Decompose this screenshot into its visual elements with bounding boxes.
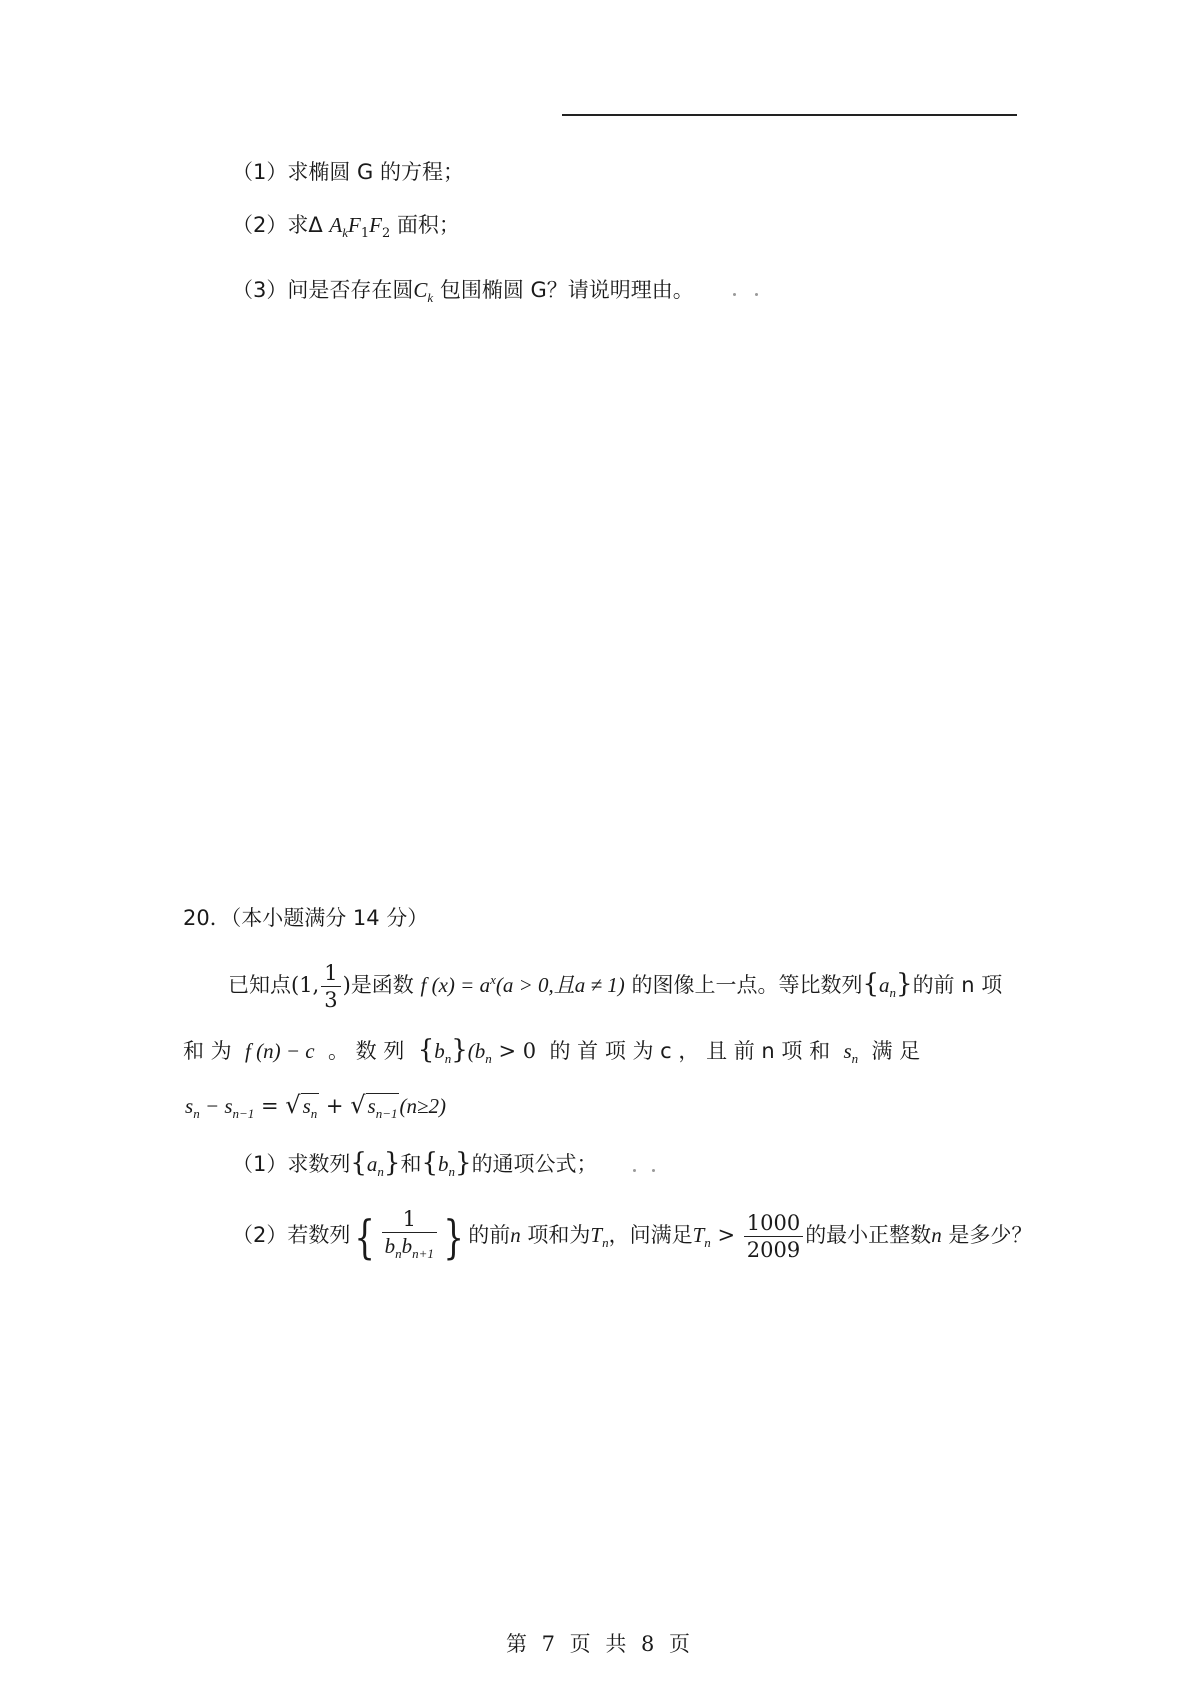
q20-part1-suffix: 的通项公式；: [471, 1152, 598, 1176]
q20-l3-plus: +: [319, 1094, 351, 1118]
left-brace-large: {: [354, 1209, 376, 1264]
q20-part2-mid3: ，问满足: [608, 1223, 693, 1247]
q20-l1-seq: a: [879, 973, 890, 997]
right-brace: }: [455, 1148, 472, 1178]
q20-part2-mid1: 的前: [468, 1223, 511, 1247]
q19-part2-prefix: （2）求Δ: [232, 213, 323, 237]
left-brace: {: [421, 1148, 439, 1178]
q20-part1: [232, 1148, 598, 1187]
q20-part2-suffix: 是多少？: [948, 1223, 1033, 1247]
q19-part2-k: k: [342, 225, 349, 240]
q19-part3-prefix: （3）问是否存在圆: [232, 278, 414, 302]
q20-l1-frac-num: 1: [321, 960, 340, 987]
q19-part1: [232, 157, 464, 187]
q20-l2-s: s: [843, 1039, 852, 1063]
q20-l3-s1: s: [185, 1094, 194, 1118]
page-footer: [0, 1628, 1200, 1658]
right-brace: }: [451, 1035, 468, 1065]
q20-l1-point-open: (1,: [291, 973, 320, 997]
q20-part1-prefix: （1）求数列: [232, 1152, 351, 1176]
q20-part2-den-b1: b: [384, 1234, 396, 1258]
q20-l1-a: 已知点: [228, 973, 291, 997]
left-brace: {: [862, 969, 880, 999]
q20-line3: [185, 1090, 446, 1129]
q20-l1-func: f (x) = a: [420, 973, 491, 997]
q20-l3-sqrt2: [366, 1093, 400, 1126]
q19-part2-2: 2: [381, 226, 391, 241]
q20-l2-s-sub: n: [851, 1051, 859, 1066]
q20-l3-minus: − s: [199, 1094, 233, 1118]
q20-part1-and: 和: [400, 1152, 422, 1176]
q20-l3-eq: =: [254, 1094, 286, 1118]
q20-part2-den-n: n: [395, 1246, 402, 1261]
q20-l2-d: 满 足: [871, 1039, 921, 1063]
q20-l2-c: 的 首 项 为 c ， 且 前 n 项 和: [549, 1039, 831, 1063]
q20-l3-sqrt1: [301, 1093, 320, 1126]
q20-part1-b: b: [438, 1152, 449, 1176]
q20-part1-a: a: [366, 1152, 378, 1176]
q20-l3-r2: s: [367, 1094, 376, 1118]
stray-dot: [652, 1169, 655, 1172]
sqrt-symbol: √: [350, 1091, 366, 1119]
q20-l1-c: 的图像上一点。等比数列: [631, 973, 863, 997]
q20-l1-point-close: ): [342, 973, 351, 997]
q20-l3-r2-sub: n−1: [375, 1106, 398, 1121]
left-brace: {: [417, 1035, 435, 1065]
q20-part2-den-b2: b: [401, 1234, 413, 1258]
q19-part3: [232, 275, 694, 313]
right-brace: }: [383, 1148, 401, 1178]
q20-part2: [232, 1205, 1032, 1273]
q19-part2-F2: F: [369, 213, 382, 237]
stray-dot: [755, 293, 758, 296]
q20-part1-a-sub: n: [377, 1164, 384, 1179]
q20-l1-sup: x: [490, 972, 496, 987]
q19-part2: [232, 210, 460, 249]
q20-header: [183, 903, 428, 933]
q20-part2-den: [382, 1233, 437, 1267]
q20-l2-func: f (n) − c: [245, 1039, 315, 1063]
q20-l2-cond-sub: n: [485, 1051, 492, 1066]
top-rule: [562, 114, 1017, 116]
page-number-text: 第 7 页 共 8 页: [505, 1632, 695, 1656]
q20-part2-fraction2: [744, 1210, 803, 1263]
q20-line2: [183, 1035, 920, 1074]
q19-part1-text: （1）求椭圆 G 的方程；: [232, 160, 464, 184]
q20-l2-cond: (b: [467, 1039, 486, 1063]
q20-l1-d: 的前 n 项: [912, 973, 1003, 997]
q20-l2-b: 。 数 列: [327, 1039, 405, 1063]
q20-l2-cond-rest: > 0: [498, 1039, 537, 1063]
q20-l2-a: 和 为: [183, 1039, 232, 1063]
q20-l1-cond: (a > 0,且a ≠ 1): [495, 973, 625, 997]
q20-part2-gt: >: [710, 1223, 742, 1247]
q20-part1-b-sub: n: [448, 1164, 456, 1179]
q20-part2-T2: T: [692, 1223, 705, 1247]
q20-part2-T2-sub: n: [704, 1235, 711, 1250]
q20-part2-T: T: [590, 1223, 603, 1247]
q20-header-text: 20．（本小题满分 14 分）: [183, 906, 429, 930]
q20-l1-fraction: [321, 960, 340, 1013]
q20-part2-n2: n: [931, 1223, 942, 1247]
q20-l2-seq-sub: n: [444, 1051, 452, 1066]
q20-line1: [228, 950, 1002, 1023]
q19-part2-F1: F: [348, 213, 361, 237]
q20-part2-T-sub: n: [602, 1235, 609, 1250]
q20-l3-s1-sub: n: [193, 1106, 200, 1121]
q20-part2-prefix: （2）若数列: [232, 1223, 351, 1247]
q20-part2-den-n1: n+1: [412, 1246, 434, 1261]
q20-part2-fraction: [382, 1206, 437, 1267]
left-brace: {: [350, 1148, 367, 1178]
q20-l3-r1-sub: n: [310, 1106, 318, 1121]
q20-l2-seq: b: [434, 1039, 445, 1063]
q19-part3-k: k: [427, 290, 434, 305]
q19-part2-suffix: 面积；: [396, 213, 460, 237]
q19-part2-1: 1: [360, 226, 370, 241]
q20-l1-frac-den: 3: [324, 988, 338, 1012]
sqrt-symbol: √: [285, 1091, 301, 1119]
q20-part2-frac-den: 2009: [746, 1238, 801, 1262]
q20-l3-cond: (n≥2): [399, 1094, 446, 1118]
q19-part2-A: A: [329, 213, 343, 237]
q19-part3-suffix: 包围椭圆 G？请说明理由。: [439, 278, 694, 302]
q20-l1-b: 是函数: [350, 973, 414, 997]
q20-part2-mid2: 项和为: [527, 1223, 591, 1247]
q20-part2-mid4: 的最小正整数: [805, 1223, 932, 1247]
q20-part2-n: n: [510, 1223, 521, 1247]
q20-l3-r1: s: [302, 1094, 311, 1118]
q20-part2-frac-num: 1000: [744, 1210, 803, 1237]
stray-dot: [733, 293, 736, 296]
q19-part3-C: C: [413, 278, 428, 302]
q20-l3-s2-sub: n−1: [232, 1106, 255, 1121]
q20-l1-seq-sub: n: [889, 985, 897, 1000]
stray-dot: [633, 1169, 636, 1172]
q20-part2-num: 1: [382, 1206, 437, 1233]
right-brace: }: [896, 969, 913, 999]
right-brace-large: }: [443, 1209, 464, 1264]
